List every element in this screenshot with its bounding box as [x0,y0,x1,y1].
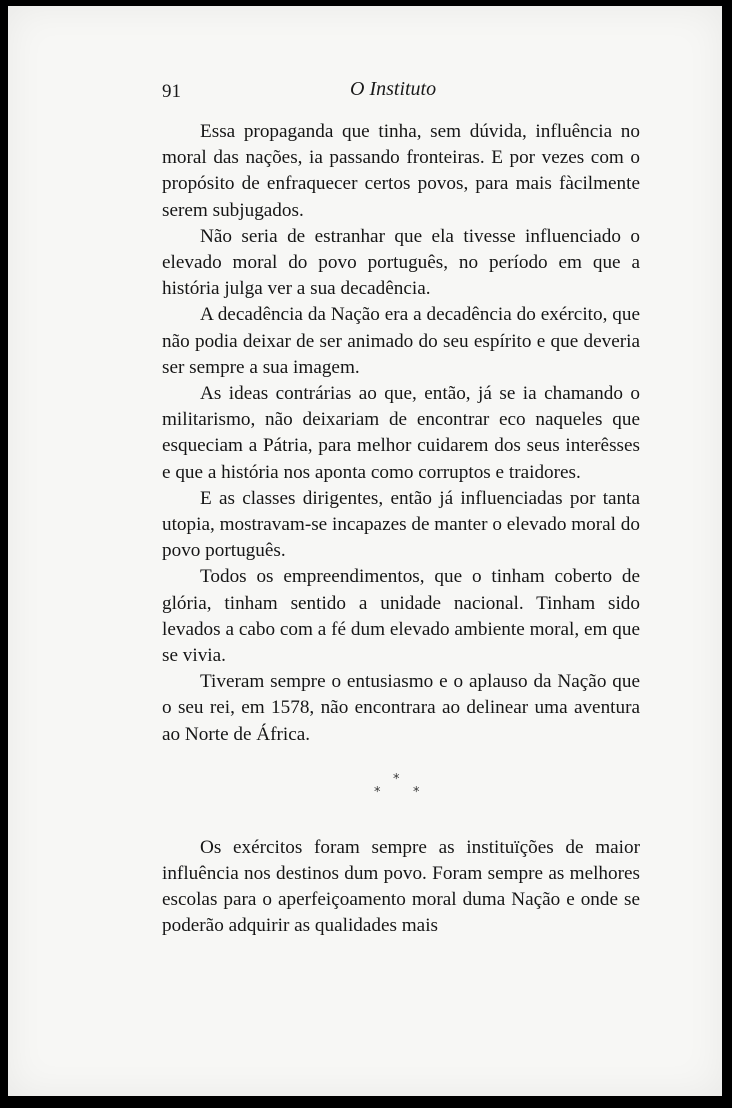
asterism-star: * [393,771,400,787]
asterism-star: * [413,784,420,800]
paragraph: As ideas contrárias ao que, então, já se ia chamando o militarismo, não deixariam de encontrar eco naqueles que esqueciam a Pátria, para melhor cuidarem dos seus interêsses e que a história nos aponta como corruptos e traidores. [162,383,640,483]
paragraph: Tiveram sempre o entusiasmo e o aplauso da Nação que o seu rei, em 1578, não encontrara ao delinear uma aventura ao Norte de África. [162,671,640,745]
running-title: O Instituto [350,78,437,100]
paragraph: Essa propaganda que tinha, sem dúvida, influência no moral das nações, ia passando fronteiras. E por vezes com o propósito de enfraquecer certos povos, para mais fàcilmente serem subjugados. [162,121,640,221]
paragraph: A decadência da Nação era a decadência do exército, que não podia deixar de ser animado do seu espírito e que deveria ser sempre a sua imagem. [162,304,640,378]
page-header [8,74,722,104]
asterism-star: * [374,784,381,800]
paragraph: E as classes dirigentes, então já influenciadas por tanta utopia, mostravam-se incapazes de manter o elevado moral do povo português. [162,487,640,562]
paragraph: Não seria de estranhar que ela tivesse influenciado o elevado moral do povo português, no período em que a história julga ver a sua decadência. [162,225,640,300]
book-page [8,6,722,1096]
page-number: 91 [162,81,181,102]
paragraph: Todos os empreendimentos, que o tinham coberto de glória, tinham sentido a unidade nacional. Tinham sido levados a cabo com a fé dum elevado ambiente moral, em que se vivia. [162,566,640,667]
section-break-asterism [162,761,640,827]
body-text [162,119,640,940]
paragraph: Os exércitos foram sempre as instituïções de maior influência nos destinos dum povo. Foram sempre as melhores escolas para o aperfeiçoamento moral duma Nação e onde se poderão adquirir as qualidades mais [162,836,640,937]
